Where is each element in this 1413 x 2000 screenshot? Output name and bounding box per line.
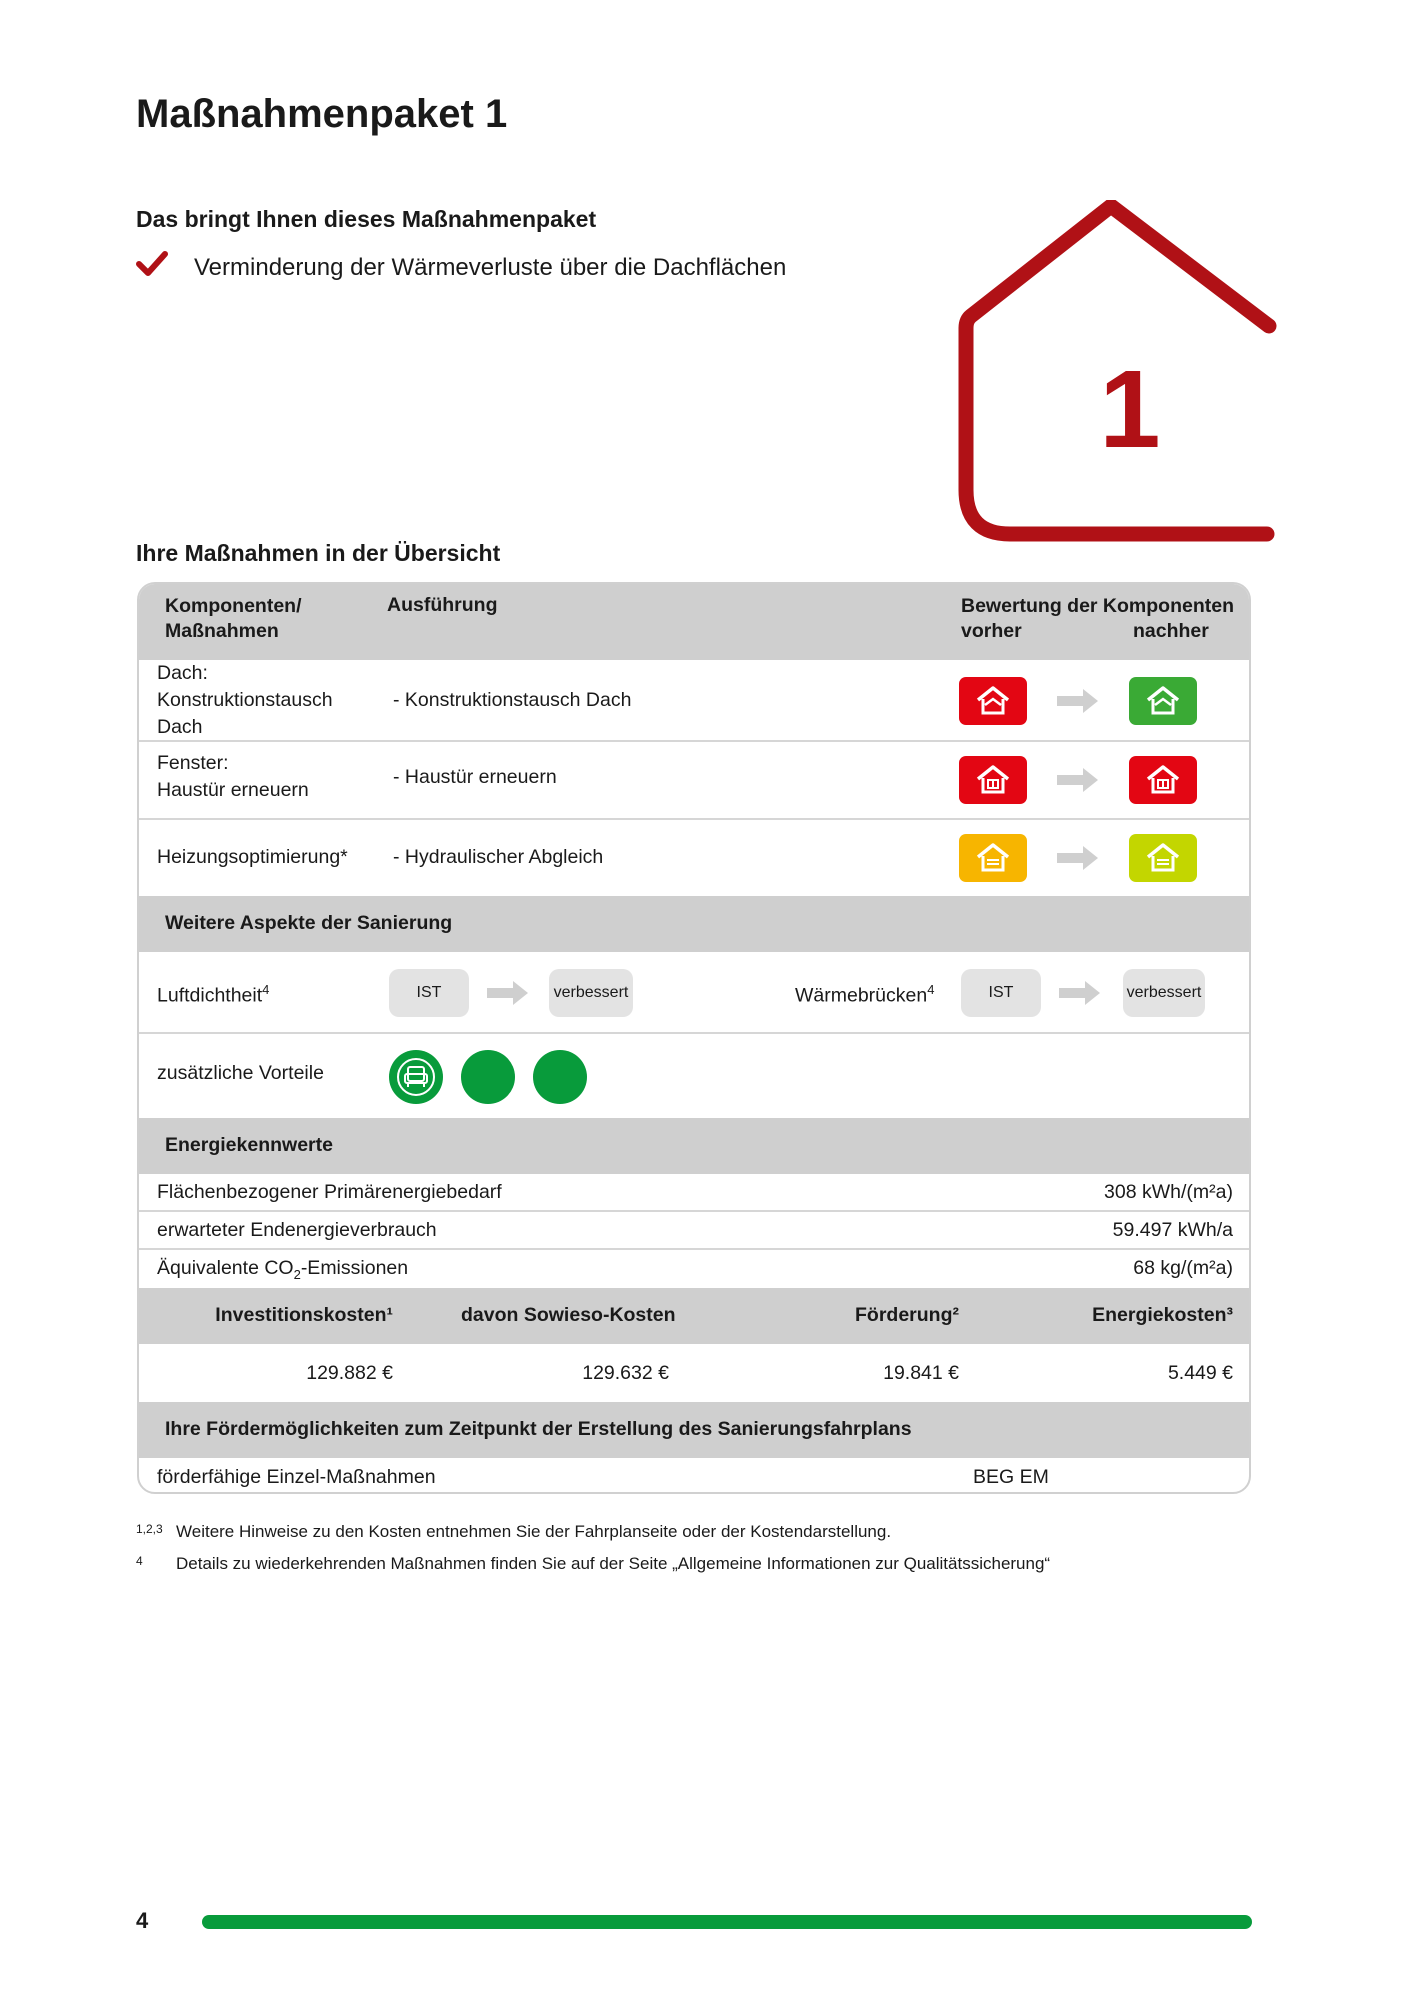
- arrow-right-icon: [1057, 767, 1099, 793]
- costs-header: [139, 1288, 1249, 1344]
- rating-before-badge: [959, 834, 1027, 882]
- header-rating: Bewertung der Komponenten vorher nachher: [961, 595, 1235, 642]
- energy-label: erwarteter Endenergieverbrauch: [157, 1219, 437, 1241]
- table-header: [139, 584, 1249, 660]
- cost-header: Investitionskosten¹: [215, 1304, 393, 1326]
- rating-before-badge: [959, 756, 1027, 804]
- airtightness-label: Luftdichtheit$^4$: [157, 982, 270, 1007]
- airtightness-row: [139, 952, 1249, 1034]
- costs-values: [139, 1344, 1249, 1402]
- energy-label: Äquivalente $CO_2$-Emissionen: [157, 1257, 409, 1282]
- measures-table: [137, 582, 1251, 1494]
- funding-row: [139, 1458, 1249, 1494]
- further-aspects-heading: Weitere Aspekte der Sanierung: [165, 912, 453, 934]
- green-dot-icon: [461, 1050, 515, 1104]
- house-window-icon: [1144, 764, 1182, 796]
- energy-value: 59.497 kWh/a: [1112, 1219, 1233, 1241]
- progress-bar: [202, 1915, 1252, 1929]
- benefits-heading: Das bringt Ihnen dieses Maßnahmenpaket: [136, 206, 597, 232]
- cost-header: Energiekosten³: [1092, 1304, 1233, 1326]
- component-execution: - Haustür erneuern: [393, 766, 557, 788]
- component-row: [139, 660, 1249, 742]
- cost-value: 129.882 €: [306, 1362, 393, 1384]
- funding-heading: Ihre Fördermöglichkeiten zum Zeitpunkt der Erstellung des Sanierungsfahrplans: [165, 1418, 912, 1440]
- energy-row: [139, 1250, 1249, 1288]
- overview-heading: Ihre Maßnahmen in der Übersicht: [136, 540, 501, 566]
- component-name: Fenster: Haustür erneuern: [157, 752, 309, 801]
- advantages-label: zusätzliche Vorteile: [157, 1062, 324, 1084]
- cost-value: 5.449 €: [1167, 1362, 1233, 1384]
- airtightness-after: verbessert: [549, 969, 633, 1017]
- energy-row: [139, 1212, 1249, 1250]
- thermal-bridges-before: IST: [961, 969, 1041, 1017]
- header-execution: Ausführung: [387, 594, 498, 616]
- cost-value: 19.841 €: [883, 1362, 959, 1384]
- arrow-right-icon: [1057, 845, 1099, 871]
- rating-after-badge: [1129, 677, 1197, 725]
- package-number: 1: [1099, 348, 1161, 471]
- energy-value: 68 kg/(m²a): [1133, 1257, 1233, 1279]
- house-icon: [974, 685, 1012, 717]
- header-components: Komponenten/ Maßnahmen: [165, 595, 302, 642]
- rating-before-badge: [959, 677, 1027, 725]
- benefit-item: [136, 250, 786, 285]
- advantages-row: [139, 1034, 1249, 1118]
- airtightness-before: IST: [389, 969, 469, 1017]
- section-header: [139, 1402, 1249, 1458]
- cost-header: Förderung²: [855, 1304, 959, 1326]
- heater-icon: [974, 842, 1012, 874]
- energy-label: Flächenbezogener Primärenergiebedarf: [157, 1181, 502, 1203]
- funding-label: förderfähige Einzel-Maßnahmen: [157, 1466, 436, 1488]
- arrow-right-icon: [487, 980, 529, 1006]
- energy-value: 308 kWh/(m²a): [1104, 1181, 1233, 1203]
- benefit-text: Verminderung der Wärmeverluste über die Dachflächen: [194, 253, 787, 281]
- energy-heading: Energiekennwerte: [165, 1134, 333, 1156]
- arrow-right-icon: [1057, 688, 1099, 714]
- component-row: [139, 820, 1249, 896]
- arrow-right-icon: [1059, 980, 1101, 1006]
- component-row: [139, 742, 1249, 820]
- thermal-bridges-label: Wärmebrücken$^4$: [795, 982, 935, 1007]
- component-execution: - Konstruktionstausch Dach: [393, 689, 632, 711]
- house-window-icon: [974, 764, 1012, 796]
- footnote: $^{1,2,3}$ Weitere Hinweise zu den Kosten entnehmen Sie der Fahrplanseite oder der Kostendarstellung.: [136, 1522, 892, 1541]
- component-name: Dach: Konstruktionstausch Dach: [157, 662, 333, 738]
- component-execution: - Hydraulischer Abgleich: [393, 846, 604, 868]
- footnote: $^4$ Details zu wiederkehrenden Maßnahmen finden Sie auf der Seite „Allgemeine Informationen zur Qualitätssicherung“: [136, 1554, 1051, 1573]
- checkmark-icon: [136, 250, 194, 285]
- thermal-bridges-after: verbessert: [1123, 969, 1205, 1017]
- page-title: Maßnahmenpaket 1: [136, 92, 508, 136]
- section-header: [139, 1118, 1249, 1174]
- rating-after-badge: [1129, 756, 1197, 804]
- armchair-icon: [389, 1050, 443, 1104]
- component-name: Heizungsoptimierung*: [157, 846, 348, 868]
- cost-header: davon Sowieso-Kosten: [461, 1304, 676, 1326]
- funding-value: BEG EM: [973, 1466, 1049, 1488]
- energy-row: [139, 1174, 1249, 1212]
- rating-after-badge: [1129, 834, 1197, 882]
- section-header: [139, 896, 1249, 952]
- house-icon: [1144, 685, 1182, 717]
- cost-value: 129.632 €: [582, 1362, 669, 1384]
- green-dot-icon: [533, 1050, 587, 1104]
- page-number: 4: [136, 1908, 149, 1933]
- heater-icon: [1144, 842, 1182, 874]
